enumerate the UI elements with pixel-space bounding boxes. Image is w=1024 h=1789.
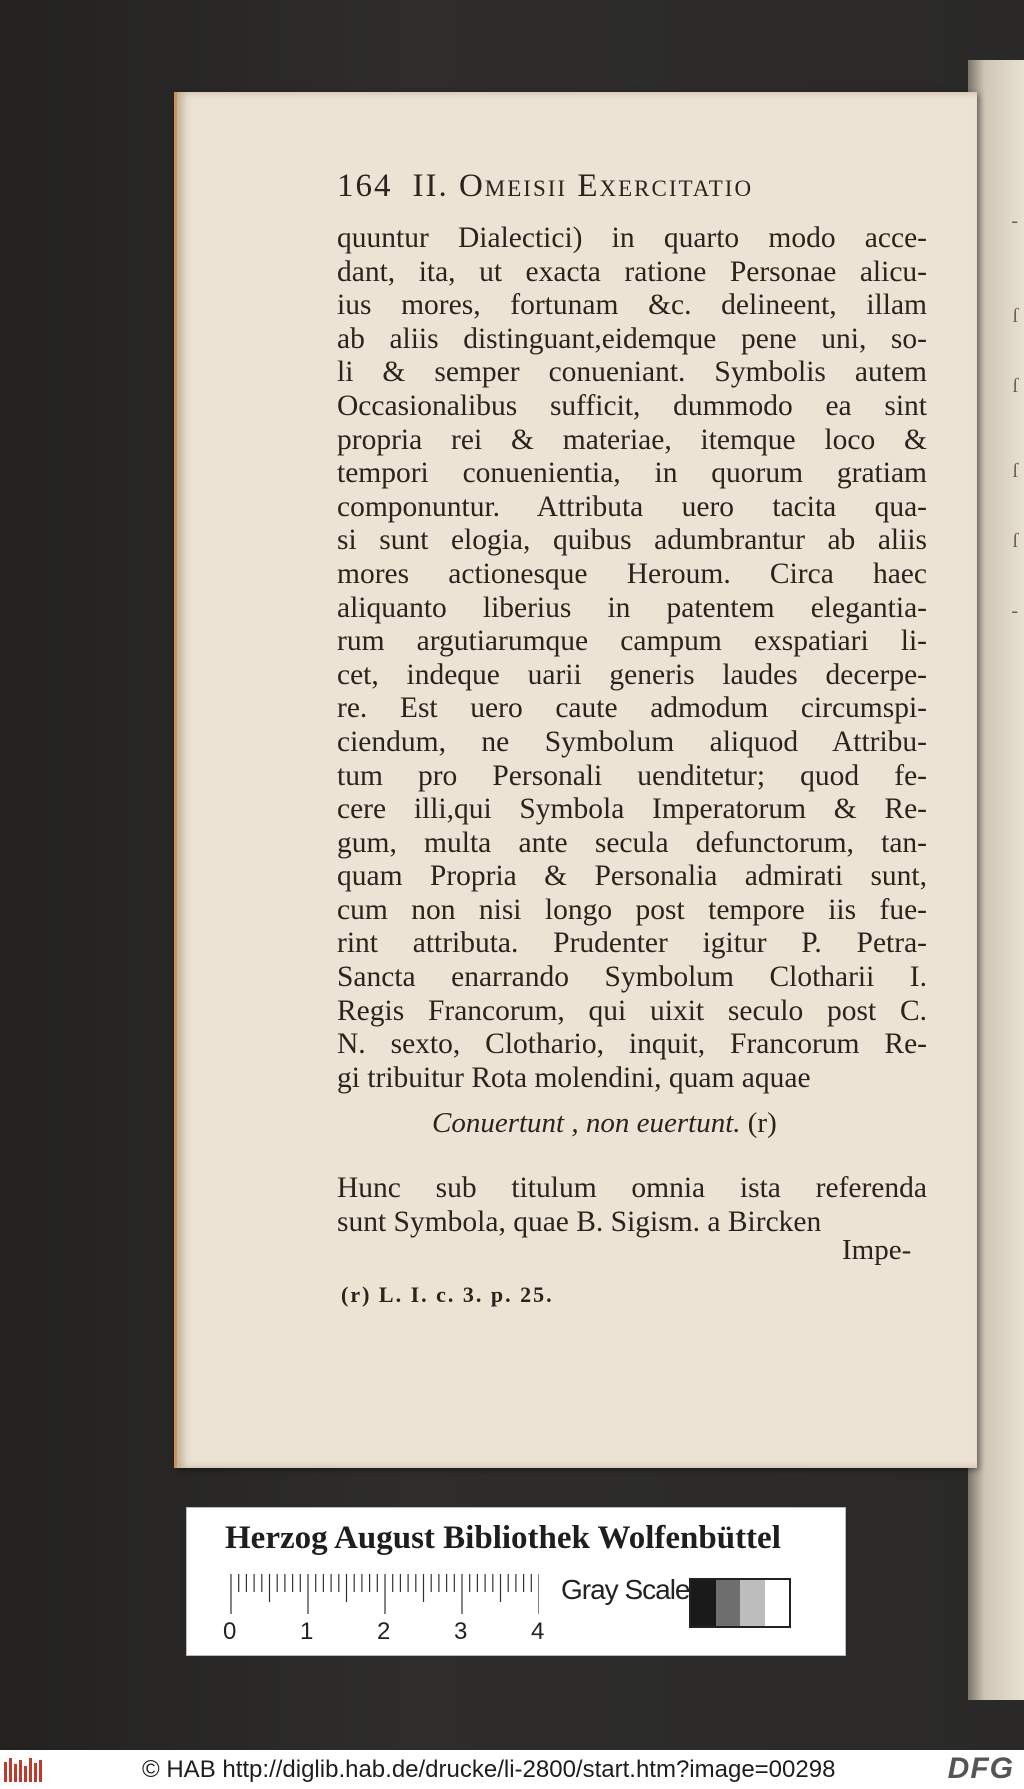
text-line: propria rei & materiae, itemque loco & [337,423,927,456]
book-page [174,92,977,1468]
verse-text: Conuertunt , non euertunt. [432,1107,741,1139]
ruler-number: 1 [300,1618,314,1645]
text-line: aliquanto liberius in patentem elegantia- [337,591,927,624]
gray-swatch [716,1580,741,1626]
running-head [337,168,937,205]
footnote-reference: (r) [747,1107,777,1139]
text-line: ius mores, fortunam &c. delineent, illam [337,289,927,322]
text-line: cet, indeque uarii generis laudes decerpe- [337,658,927,691]
catchword: Impe- [842,1234,912,1266]
ruler-number: 3 [454,1618,468,1645]
text-line: Hunc sub titulum omnia ista referenda [337,1172,927,1204]
text-line: gi tribuitur Rota molendini, quam aquae [337,1061,811,1094]
gray-swatch [740,1580,765,1626]
ruler-numbers [223,1618,543,1648]
ruler-number: 2 [377,1618,391,1645]
text-line: quuntur Dialectici) in quarto modo acce- [337,222,927,254]
text-line: li & semper conueniant. Symbolis autem [337,356,927,389]
text-line: rint attributa. Prudenter igitur P. Petra- [337,927,927,960]
text-line: Regis Francorum, qui uixit seculo post C. [337,994,927,1027]
text-line: quam Propria & Personalia admirati sunt, [337,860,927,893]
gray-scale-label: Gray Scale [561,1574,690,1605]
gray-scale-swatches [689,1578,791,1628]
dfg-logo: DFG [947,1752,1014,1785]
copyright-url[interactable]: © HAB http://diglib.hab.de/drucke/li-2800/start.htm?image=00298 [142,1756,836,1783]
text-line: gum, multa ante secula defunctorum, tan- [337,826,927,859]
text-line: tum pro Personali uenditetur; quod fe- [337,759,927,792]
text-line: componuntur. Attributa uero tacita qua- [337,490,927,523]
ruler-number: 0 [223,1618,237,1645]
next-page-edge: - ſ ſ ſ ſ - [968,60,1024,1700]
text-line: re. Est uero caute admodum circumspi- [337,692,927,725]
ruler-number: 4 [531,1618,545,1645]
footer-bar [0,1750,1024,1789]
color-target-card [186,1507,846,1656]
text-line: rum argutiarumque campum exspatiari li- [337,625,927,658]
text-line: N. sexto, Clothario, inquit, Francorum Re- [337,1028,927,1061]
text-line: mores actionesque Heroum. Circa haec [337,557,927,590]
text-line: ab aliis distinguant,eidemque pene uni, so- [337,322,927,355]
text-line: ciendum, ne Symbolum aliquod Attribu- [337,725,927,758]
gray-swatch [765,1580,790,1626]
gray-swatch [691,1580,716,1626]
text-line: Occasionalibus sufficit, dummodo ea sint [337,389,927,422]
hab-logo-icon [4,1758,48,1784]
text-line: cum non nisi longo post tempore iis fue- [337,893,927,926]
page-number: 164 [337,168,393,204]
text-line: Sancta enarrando Symbolum Clotharii I. [337,961,927,994]
ruler-ticks [229,1574,539,1616]
ruler-scale [229,1574,539,1616]
running-title: II. Omeisii Exercitatio [412,168,754,204]
text-line: tempori conuenientia, in quorum gratiam [337,457,927,490]
text-line: cere illi,qui Symbola Imperatorum & Re- [337,793,927,826]
verse-quotation [432,1107,777,1140]
library-name: Herzog August Bibliothek Wolfenbüttel [225,1520,781,1556]
text-line: sunt Symbola, quae B. Sigism. a Bircken [337,1205,822,1238]
footnote: (r) L. I. c. 3. p. 25. [341,1282,554,1307]
text-line: dant, ita, ut exacta ratione Personae alicu- [337,255,927,288]
paragraph-2 [337,1172,927,1239]
paragraph-1 [337,222,927,1095]
text-line: si sunt elogia, quibus adumbrantur ab aliis [337,524,927,557]
